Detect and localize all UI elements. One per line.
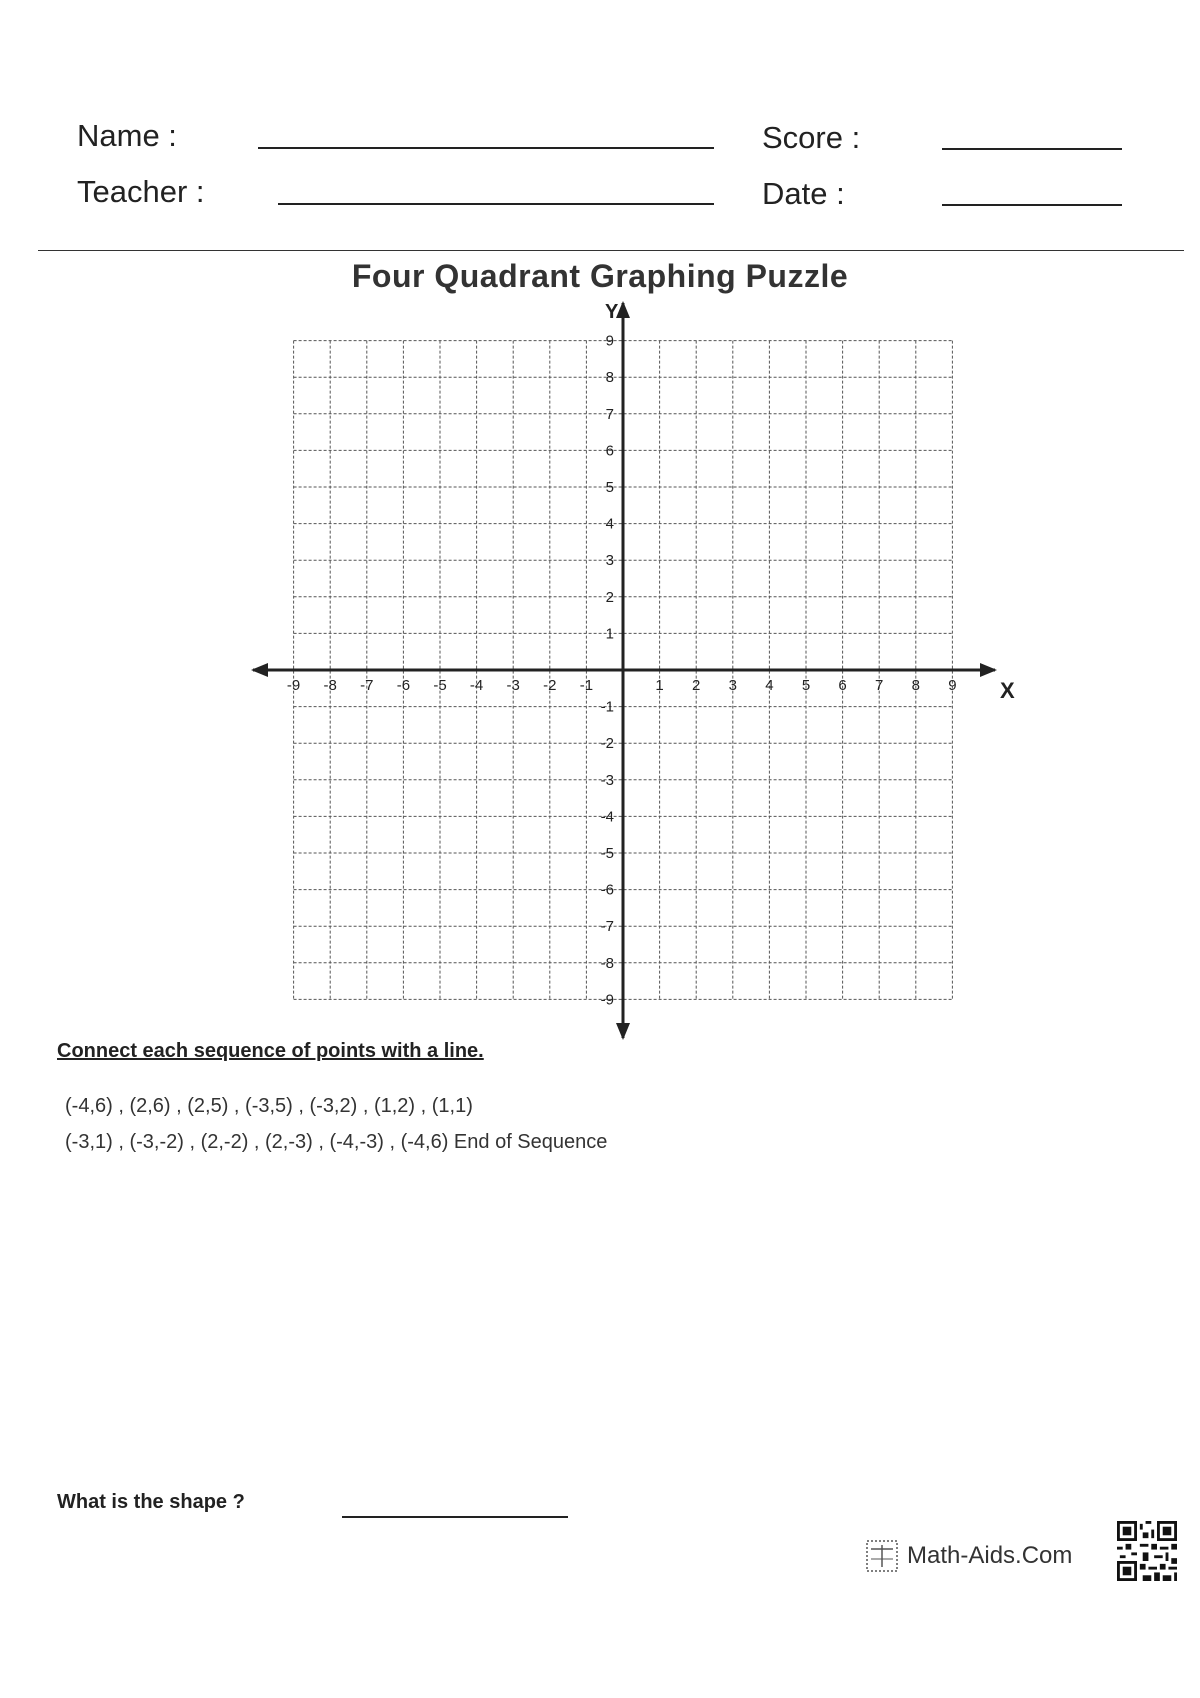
- y-tick-label: 2: [605, 588, 614, 606]
- x-tick-label: -3: [506, 677, 520, 694]
- sequence-line-2: (-3,1) , (-3,-2) , (2,-2) , (2,-3) , (-4,-3) , (-4,6) End of Sequence: [65, 1131, 608, 1153]
- y-tick-label: -8: [600, 954, 614, 972]
- y-axis-down-arrow-icon: [616, 1023, 630, 1040]
- y-tick-label: -3: [600, 771, 614, 789]
- brand: [865, 1536, 1072, 1576]
- x-axis-label: X: [1000, 678, 1015, 703]
- x-tick-label: -8: [323, 677, 337, 694]
- x-tick-label: 7: [875, 677, 884, 694]
- axes: [251, 301, 1015, 1040]
- x-axis-right-arrow-icon: [980, 663, 997, 677]
- x-tick-label: 8: [911, 677, 920, 694]
- x-tick-label: 4: [765, 677, 774, 694]
- math-aids-logo-icon: [865, 1539, 899, 1573]
- x-axis-left-arrow-icon: [251, 663, 268, 677]
- x-tick-label: 1: [655, 677, 664, 694]
- teacher-label: Teacher :: [77, 174, 205, 209]
- y-tick-label: -7: [600, 918, 614, 936]
- qr-code-icon: [1117, 1521, 1177, 1581]
- instructions-heading: Connect each sequence of points with a line.: [57, 1040, 484, 1062]
- x-tick-label: 6: [838, 677, 847, 694]
- x-tick-label: 5: [801, 677, 811, 694]
- date-label: Date :: [762, 176, 845, 211]
- y-tick-label: 9: [605, 332, 614, 350]
- y-tick-label: 5: [605, 479, 614, 496]
- sequence-line-1: (-4,6) , (2,6) , (2,5) , (-3,5) , (-3,2) , (1,2) , (1,1): [65, 1095, 473, 1117]
- brand-text: Math-Aids.Com: [907, 1542, 1073, 1569]
- x-tick-label: 9: [948, 677, 957, 694]
- y-tick-label: 4: [605, 515, 614, 533]
- y-tick-label: 6: [605, 442, 614, 460]
- x-tick-label: -1: [579, 677, 594, 694]
- y-axis-label: Y: [605, 301, 619, 323]
- y-tick-label: -1: [600, 698, 614, 716]
- page-title: Four Quadrant Graphing Puzzle: [351, 258, 849, 294]
- x-tick-label: -2: [543, 677, 557, 694]
- x-tick-label: 3: [728, 677, 737, 694]
- x-tick-label: -4: [469, 677, 484, 694]
- x-tick-label: -5: [433, 677, 447, 694]
- y-tick-label: 3: [605, 552, 614, 570]
- x-tick-label: -6: [396, 677, 411, 694]
- y-tick-label: -4: [600, 808, 614, 826]
- y-tick-label: 8: [605, 369, 614, 387]
- y-tick-label: 1: [605, 625, 614, 643]
- y-tick-label: -5: [600, 845, 614, 862]
- name-label: Name :: [77, 118, 177, 153]
- y-tick-label: -9: [600, 991, 614, 1009]
- y-tick-label: 7: [605, 405, 614, 423]
- x-tick-label: -9: [286, 677, 301, 694]
- y-tick-label: -2: [600, 735, 614, 753]
- answer-field-line[interactable]: [342, 1516, 568, 1518]
- shape-question: What is the shape ?: [57, 1491, 245, 1513]
- y-tick-label: -6: [600, 881, 614, 899]
- score-label: Score :: [762, 120, 861, 155]
- x-tick-label: -7: [360, 677, 374, 694]
- x-tick-label: 2: [692, 677, 701, 694]
